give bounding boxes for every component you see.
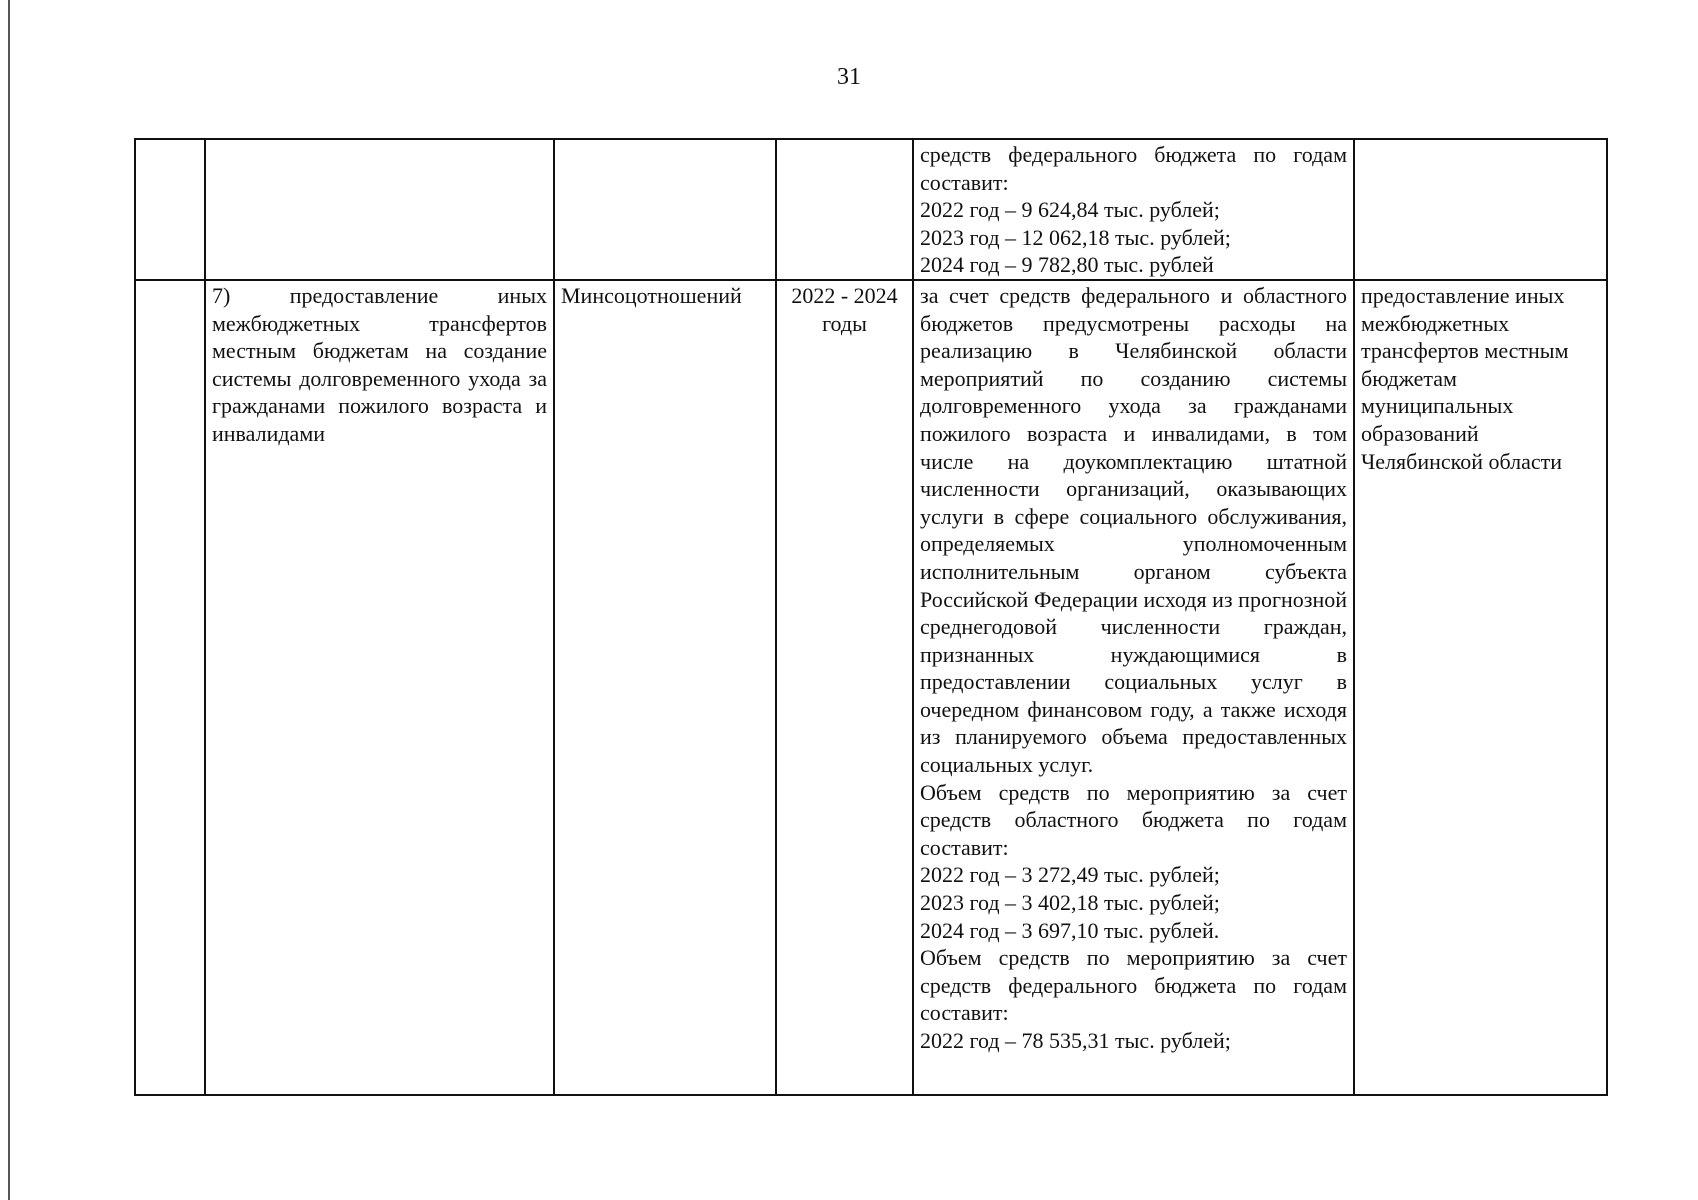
executor-cell — [554, 139, 776, 280]
description-paragraph: средств федерального бюджета по годам составит: — [920, 142, 1347, 195]
result-cell: предоставление иных межбюджетных трансфертов местным бюджетам муниципальных образований Челябинской области — [1354, 280, 1607, 1095]
description-line: 2022 год – 9 624,84 тыс. рублей; — [920, 197, 1220, 223]
description-cell — [913, 280, 1354, 1095]
executor-cell: Минсоцотношений — [554, 280, 776, 1095]
scan-edge-line — [8, 0, 10, 1200]
page-number: 31 — [837, 64, 861, 90]
description-line: 2023 год – 12 062,18 тыс. рублей; — [920, 224, 1231, 250]
period-cell: 2022 - 2024 годы — [776, 280, 913, 1095]
description-paragraph: Объем средств по мероприятию за счет средств областного бюджета по годам составит: — [920, 779, 1347, 860]
activity-name-cell: 7) предоставление иных межбюджетных трансфертов местным бюджетам на создание системы долговременного ухода за гражданами пожилого возраста и инвалидами — [205, 280, 554, 1095]
activity-name-cell — [205, 139, 554, 280]
description-line: 2023 год – 3 402,18 тыс. рублей; — [920, 890, 1220, 916]
description-paragraph: за счет средств федерального и областного бюджетов предусмотрены расходы на реализацию в Челябинской области мероприятий по созданию системы долговременного ухода за гражданами пожилого возраста и инвалидами, в том числе на доукомплектацию штатной численности организаций, оказывающих услуги в сфере социального обслуживания, определяемых уполномоченным исполнительным органом субъекта Российской Федерации исходя из прогнозной среднегодовой численности граждан, признанных нуждающимися в предоставлении социальных услуг в очередном финансовом году, а также исходя из планируемого объема предоставленных социальных услуг. — [920, 282, 1347, 778]
description-cell — [913, 139, 1354, 280]
description-paragraph: Объем средств по мероприятию за счет средств федерального бюджета по годам составит: — [920, 945, 1347, 1026]
table-row — [135, 139, 1607, 280]
description-line: 2022 год – 3 272,49 тыс. рублей; — [920, 862, 1220, 888]
activities-table — [134, 138, 1608, 1096]
period-cell — [776, 139, 913, 280]
result-cell — [1354, 139, 1607, 280]
row-number-cell — [135, 139, 205, 280]
description-line: 2022 год – 78 535,31 тыс. рублей; — [920, 1028, 1231, 1053]
description-line: 2024 год – 9 782,80 тыс. рублей — [920, 252, 1214, 278]
table-row — [135, 280, 1607, 1095]
row-number-cell — [135, 280, 205, 1095]
description-line: 2024 год – 3 697,10 тыс. рублей. — [920, 917, 1220, 943]
